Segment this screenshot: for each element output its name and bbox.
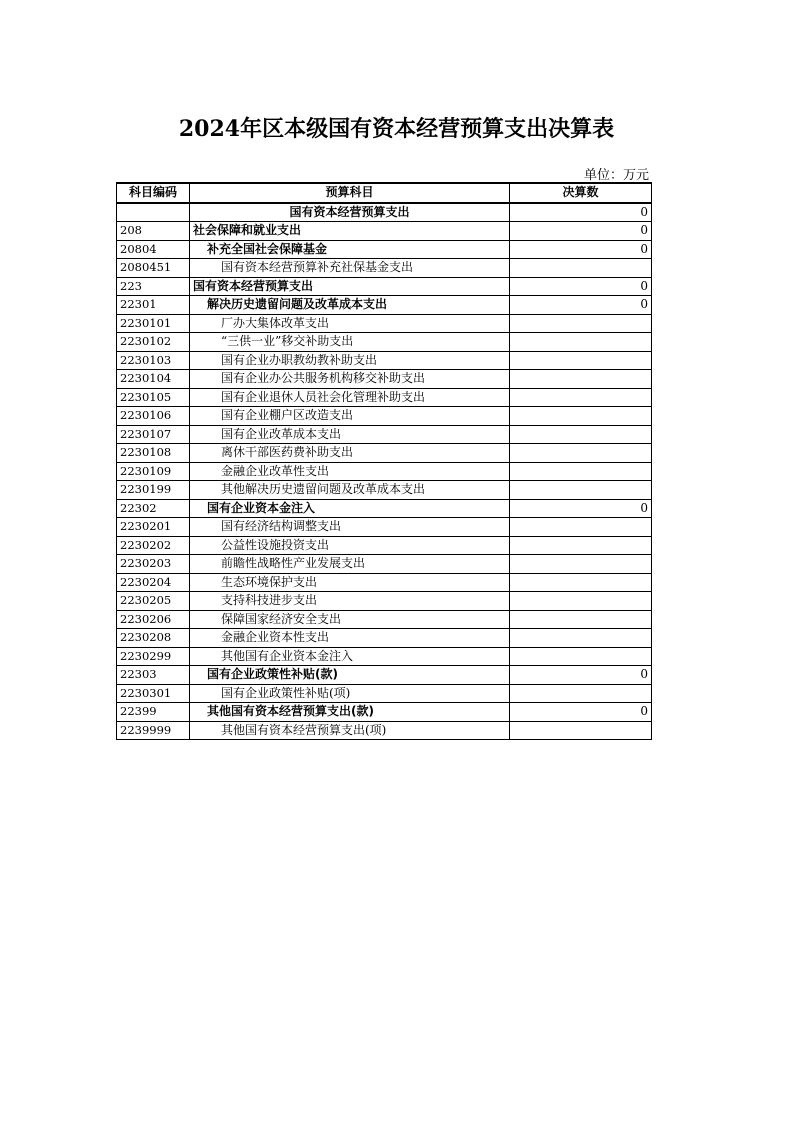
table-row bbox=[117, 703, 652, 722]
table-row bbox=[117, 296, 652, 315]
row-code: 2239999 bbox=[117, 721, 190, 740]
table-row bbox=[117, 536, 652, 555]
row-name: 公益性设施投资支出 bbox=[190, 536, 510, 555]
row-name: 国有企业政策性补贴(项) bbox=[190, 684, 510, 703]
row-code: 2230202 bbox=[117, 536, 190, 555]
table-row bbox=[117, 555, 652, 574]
table-row bbox=[117, 277, 652, 296]
row-amount bbox=[510, 407, 652, 426]
row-code bbox=[117, 203, 190, 222]
row-code: 20804 bbox=[117, 240, 190, 259]
row-name: 离休干部医药费补助支出 bbox=[190, 444, 510, 463]
row-name: 国有企业改革成本支出 bbox=[190, 425, 510, 444]
table-header-row bbox=[117, 183, 652, 203]
table-row bbox=[117, 259, 652, 278]
row-code: 2230201 bbox=[117, 518, 190, 537]
table-row bbox=[117, 666, 652, 685]
row-code: 2230203 bbox=[117, 555, 190, 574]
row-amount bbox=[510, 629, 652, 648]
row-name: 其他国有企业资本金注入 bbox=[190, 647, 510, 666]
row-name: 国有资本经营预算补充社保基金支出 bbox=[190, 259, 510, 278]
row-amount bbox=[510, 425, 652, 444]
row-name: 国有企业办职教幼教补助支出 bbox=[190, 351, 510, 370]
row-name: 补充全国社会保障基金 bbox=[190, 240, 510, 259]
row-code: 223 bbox=[117, 277, 190, 296]
table-row bbox=[117, 721, 652, 740]
table-row bbox=[117, 462, 652, 481]
page-title: 2024年区本级国有资本经营预算支出决算表 bbox=[178, 116, 615, 142]
row-amount bbox=[510, 333, 652, 352]
row-name: 其他解决历史遗留问题及改革成本支出 bbox=[190, 481, 510, 500]
row-code: 2230104 bbox=[117, 370, 190, 389]
table-body bbox=[117, 203, 652, 740]
row-amount: 0 bbox=[510, 703, 652, 722]
row-name: 国有资本经营预算支出 bbox=[190, 277, 510, 296]
row-code: 22303 bbox=[117, 666, 190, 685]
row-code: 208 bbox=[117, 222, 190, 241]
row-code: 2230105 bbox=[117, 388, 190, 407]
row-amount: 0 bbox=[510, 222, 652, 241]
row-name: 国有企业退休人员社会化管理补助支出 bbox=[190, 388, 510, 407]
header-code: 科目编码 bbox=[117, 183, 190, 203]
row-amount bbox=[510, 370, 652, 389]
row-code: 2230301 bbox=[117, 684, 190, 703]
row-amount bbox=[510, 536, 652, 555]
header-name: 预算科目 bbox=[190, 183, 510, 203]
row-amount: 0 bbox=[510, 240, 652, 259]
row-amount bbox=[510, 647, 652, 666]
row-name: 国有资本经营预算支出 bbox=[190, 203, 510, 222]
row-amount bbox=[510, 721, 652, 740]
row-code: 2230205 bbox=[117, 592, 190, 611]
row-code: 2230109 bbox=[117, 462, 190, 481]
row-code: 22301 bbox=[117, 296, 190, 315]
row-amount bbox=[510, 573, 652, 592]
table-row bbox=[117, 222, 652, 241]
row-code: 2230199 bbox=[117, 481, 190, 500]
table-row bbox=[117, 203, 652, 222]
row-name: 国有企业政策性补贴(款) bbox=[190, 666, 510, 685]
row-name: 金融企业资本性支出 bbox=[190, 629, 510, 648]
table-row bbox=[117, 518, 652, 537]
row-code: 2230108 bbox=[117, 444, 190, 463]
table-row bbox=[117, 314, 652, 333]
row-amount bbox=[510, 518, 652, 537]
table-row bbox=[117, 573, 652, 592]
row-name: 国有经济结构调整支出 bbox=[190, 518, 510, 537]
row-name: 前瞻性战略性产业发展支出 bbox=[190, 555, 510, 574]
table-row bbox=[117, 684, 652, 703]
row-name: 解决历史遗留问题及改革成本支出 bbox=[190, 296, 510, 315]
row-name: 国有企业办公共服务机构移交补助支出 bbox=[190, 370, 510, 389]
row-amount bbox=[510, 351, 652, 370]
table-row bbox=[117, 425, 652, 444]
row-name: 其他国有资本经营预算支出(款) bbox=[190, 703, 510, 722]
row-amount: 0 bbox=[510, 277, 652, 296]
row-name: “三供一业”移交补助支出 bbox=[190, 333, 510, 352]
row-amount bbox=[510, 684, 652, 703]
row-name: 社会保障和就业支出 bbox=[190, 222, 510, 241]
row-name: 厂办大集体改革支出 bbox=[190, 314, 510, 333]
row-code: 2080451 bbox=[117, 259, 190, 278]
row-amount bbox=[510, 555, 652, 574]
row-amount bbox=[510, 610, 652, 629]
row-amount bbox=[510, 462, 652, 481]
row-code: 2230208 bbox=[117, 629, 190, 648]
table-row bbox=[117, 610, 652, 629]
row-amount bbox=[510, 388, 652, 407]
row-name: 生态环境保护支出 bbox=[190, 573, 510, 592]
row-code: 2230206 bbox=[117, 610, 190, 629]
table-row bbox=[117, 629, 652, 648]
row-code: 2230101 bbox=[117, 314, 190, 333]
row-code: 2230102 bbox=[117, 333, 190, 352]
header-amount: 决算数 bbox=[510, 183, 652, 203]
table-row bbox=[117, 370, 652, 389]
row-code: 22302 bbox=[117, 499, 190, 518]
table-row bbox=[117, 592, 652, 611]
row-name: 国有企业资本金注入 bbox=[190, 499, 510, 518]
row-code: 22399 bbox=[117, 703, 190, 722]
row-name: 保障国家经济安全支出 bbox=[190, 610, 510, 629]
row-code: 2230204 bbox=[117, 573, 190, 592]
row-name: 其他国有资本经营预算支出(项) bbox=[190, 721, 510, 740]
budget-table bbox=[116, 182, 652, 740]
row-code: 2230299 bbox=[117, 647, 190, 666]
table-row bbox=[117, 407, 652, 426]
table-row bbox=[117, 388, 652, 407]
row-amount bbox=[510, 259, 652, 278]
unit-label: 单位：万元 bbox=[583, 168, 649, 183]
table-row bbox=[117, 444, 652, 463]
row-code: 2230106 bbox=[117, 407, 190, 426]
row-amount bbox=[510, 444, 652, 463]
table-row bbox=[117, 351, 652, 370]
table-row bbox=[117, 333, 652, 352]
row-amount: 0 bbox=[510, 296, 652, 315]
table-row bbox=[117, 499, 652, 518]
row-code: 2230103 bbox=[117, 351, 190, 370]
row-name: 国有企业棚户区改造支出 bbox=[190, 407, 510, 426]
row-name: 支持科技进步支出 bbox=[190, 592, 510, 611]
row-amount: 0 bbox=[510, 499, 652, 518]
row-amount bbox=[510, 481, 652, 500]
row-amount: 0 bbox=[510, 666, 652, 685]
row-amount bbox=[510, 314, 652, 333]
row-amount bbox=[510, 592, 652, 611]
table-row bbox=[117, 481, 652, 500]
row-amount: 0 bbox=[510, 203, 652, 222]
table-row bbox=[117, 240, 652, 259]
table-row bbox=[117, 647, 652, 666]
row-name: 金融企业改革性支出 bbox=[190, 462, 510, 481]
row-code: 2230107 bbox=[117, 425, 190, 444]
